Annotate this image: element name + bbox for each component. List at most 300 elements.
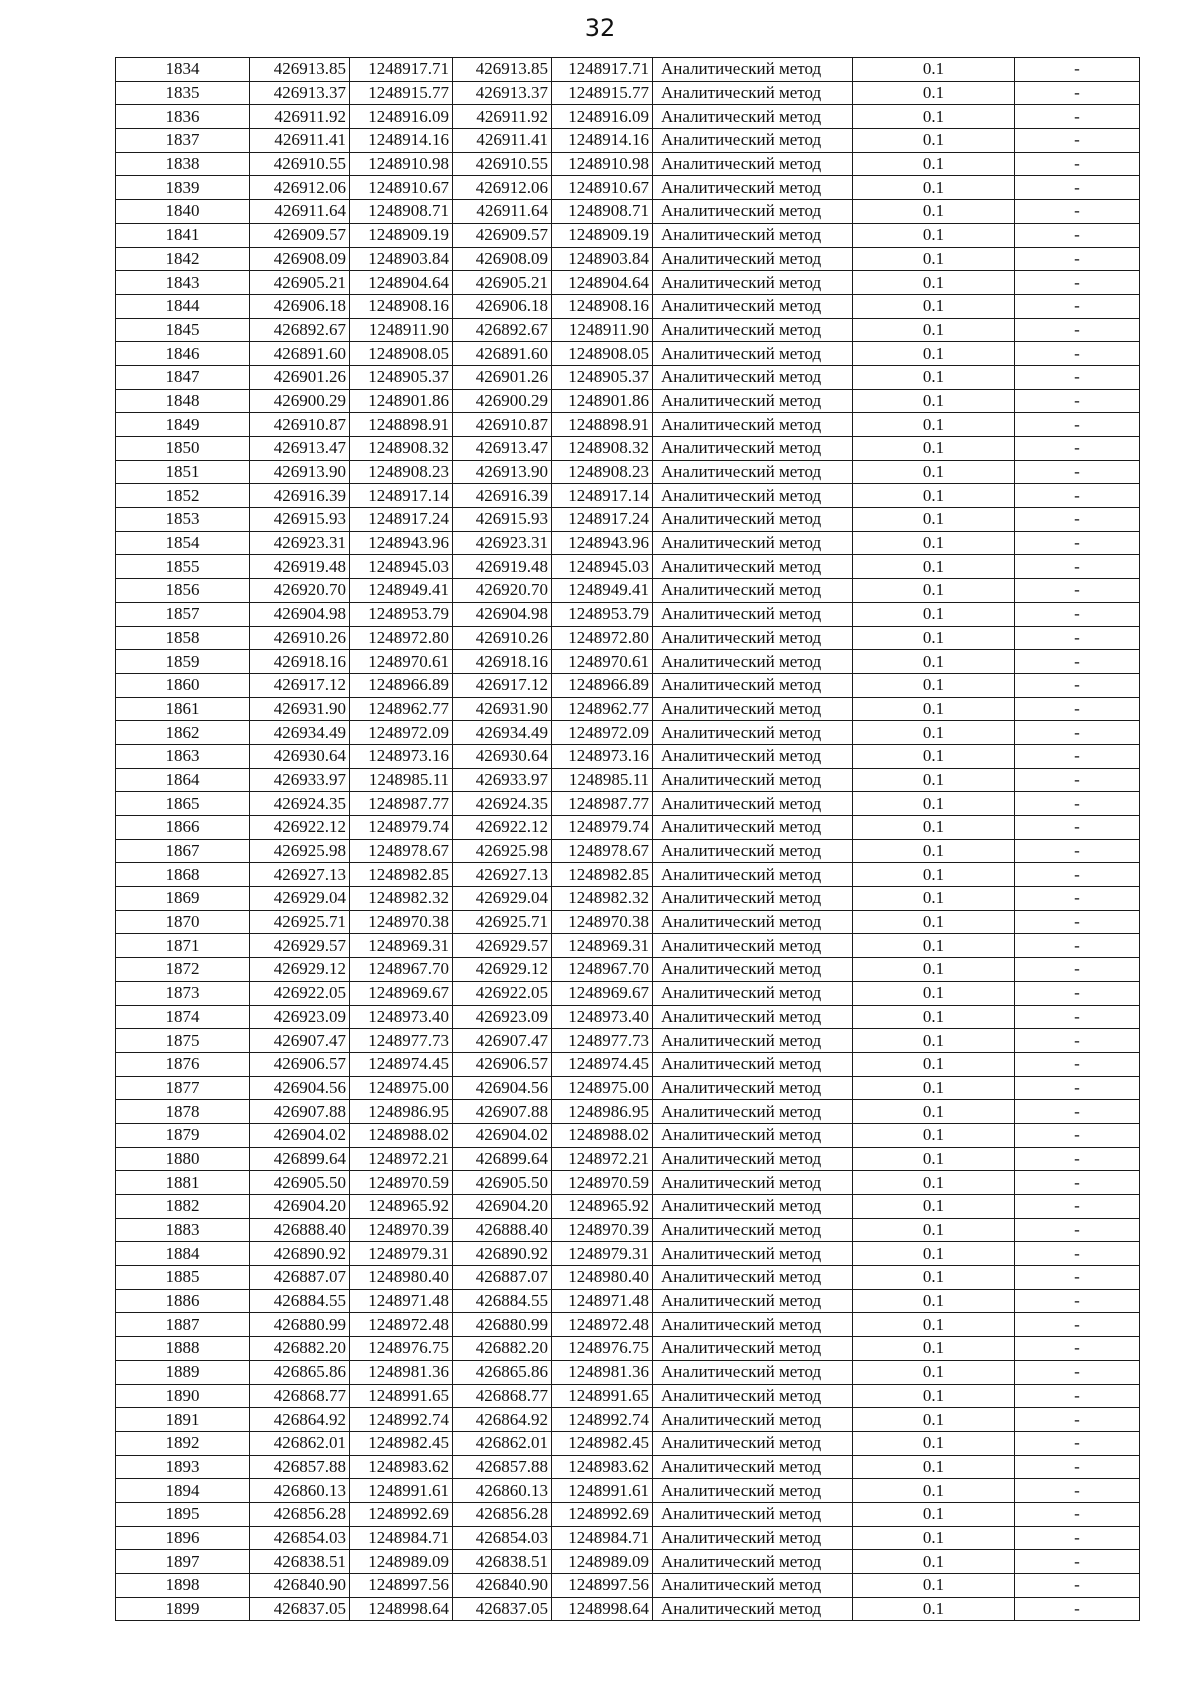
point-number-cell: 1899 xyxy=(116,1597,250,1621)
x-new-cell: 426923.09 xyxy=(453,1005,552,1029)
y-new-cell: 1248970.38 xyxy=(552,910,653,934)
point-number-cell: 1857 xyxy=(116,602,250,626)
note-cell: - xyxy=(1015,1195,1140,1219)
note-cell: - xyxy=(1015,200,1140,224)
method-cell: Аналитический метод xyxy=(653,437,853,461)
table-row xyxy=(116,1029,1140,1053)
note-cell: - xyxy=(1015,958,1140,982)
y-new-cell: 1248910.67 xyxy=(552,176,653,200)
y-new-cell: 1248970.59 xyxy=(552,1171,653,1195)
table-row xyxy=(116,1574,1140,1598)
note-cell: - xyxy=(1015,247,1140,271)
method-cell: Аналитический метод xyxy=(653,1455,853,1479)
note-cell: - xyxy=(1015,58,1140,82)
method-cell: Аналитический метод xyxy=(653,484,853,508)
table-row xyxy=(116,887,1140,911)
point-number-cell: 1849 xyxy=(116,413,250,437)
accuracy-cell: 0.1 xyxy=(853,1195,1015,1219)
y-old-cell: 1248910.98 xyxy=(350,152,453,176)
method-cell: Аналитический метод xyxy=(653,744,853,768)
note-cell: - xyxy=(1015,1479,1140,1503)
x-old-cell: 426917.12 xyxy=(250,673,350,697)
table-row xyxy=(116,1195,1140,1219)
table-row xyxy=(116,1479,1140,1503)
method-cell: Аналитический метод xyxy=(653,129,853,153)
y-old-cell: 1248949.41 xyxy=(350,579,453,603)
note-cell: - xyxy=(1015,531,1140,555)
point-number-cell: 1867 xyxy=(116,839,250,863)
method-cell: Аналитический метод xyxy=(653,1100,853,1124)
x-old-cell: 426905.21 xyxy=(250,271,350,295)
note-cell: - xyxy=(1015,555,1140,579)
x-new-cell: 426906.18 xyxy=(453,294,552,318)
note-cell: - xyxy=(1015,768,1140,792)
note-cell: - xyxy=(1015,1550,1140,1574)
accuracy-cell: 0.1 xyxy=(853,508,1015,532)
x-new-cell: 426908.09 xyxy=(453,247,552,271)
accuracy-cell: 0.1 xyxy=(853,887,1015,911)
point-number-cell: 1844 xyxy=(116,294,250,318)
y-new-cell: 1248953.79 xyxy=(552,602,653,626)
y-new-cell: 1248986.95 xyxy=(552,1100,653,1124)
x-old-cell: 426910.87 xyxy=(250,413,350,437)
note-cell: - xyxy=(1015,1005,1140,1029)
point-number-cell: 1872 xyxy=(116,958,250,982)
table-row xyxy=(116,721,1140,745)
x-old-cell: 426911.92 xyxy=(250,105,350,129)
y-new-cell: 1248898.91 xyxy=(552,413,653,437)
y-old-cell: 1248943.96 xyxy=(350,531,453,555)
y-new-cell: 1248989.09 xyxy=(552,1550,653,1574)
accuracy-cell: 0.1 xyxy=(853,81,1015,105)
method-cell: Аналитический метод xyxy=(653,555,853,579)
accuracy-cell: 0.1 xyxy=(853,294,1015,318)
table-row xyxy=(116,1242,1140,1266)
note-cell: - xyxy=(1015,1502,1140,1526)
x-new-cell: 426890.92 xyxy=(453,1242,552,1266)
table-row xyxy=(116,579,1140,603)
point-number-cell: 1868 xyxy=(116,863,250,887)
y-new-cell: 1248985.11 xyxy=(552,768,653,792)
y-old-cell: 1248970.61 xyxy=(350,650,453,674)
table-row xyxy=(116,816,1140,840)
note-cell: - xyxy=(1015,129,1140,153)
table-row xyxy=(116,223,1140,247)
x-new-cell: 426909.57 xyxy=(453,223,552,247)
note-cell: - xyxy=(1015,650,1140,674)
y-new-cell: 1248976.75 xyxy=(552,1337,653,1361)
note-cell: - xyxy=(1015,1218,1140,1242)
table-row xyxy=(116,1360,1140,1384)
note-cell: - xyxy=(1015,1147,1140,1171)
y-new-cell: 1248972.48 xyxy=(552,1313,653,1337)
point-number-cell: 1839 xyxy=(116,176,250,200)
note-cell: - xyxy=(1015,910,1140,934)
note-cell: - xyxy=(1015,673,1140,697)
y-new-cell: 1248945.03 xyxy=(552,555,653,579)
method-cell: Аналитический метод xyxy=(653,768,853,792)
point-number-cell: 1875 xyxy=(116,1029,250,1053)
point-number-cell: 1869 xyxy=(116,887,250,911)
table-row xyxy=(116,934,1140,958)
x-old-cell: 426918.16 xyxy=(250,650,350,674)
method-cell: Аналитический метод xyxy=(653,389,853,413)
note-cell: - xyxy=(1015,1029,1140,1053)
accuracy-cell: 0.1 xyxy=(853,863,1015,887)
point-number-cell: 1862 xyxy=(116,721,250,745)
point-number-cell: 1836 xyxy=(116,105,250,129)
accuracy-cell: 0.1 xyxy=(853,1100,1015,1124)
x-new-cell: 426840.90 xyxy=(453,1574,552,1598)
accuracy-cell: 0.1 xyxy=(853,389,1015,413)
x-old-cell: 426913.90 xyxy=(250,460,350,484)
table-row xyxy=(116,508,1140,532)
x-old-cell: 426919.48 xyxy=(250,555,350,579)
x-new-cell: 426904.98 xyxy=(453,602,552,626)
point-number-cell: 1856 xyxy=(116,579,250,603)
x-old-cell: 426884.55 xyxy=(250,1289,350,1313)
accuracy-cell: 0.1 xyxy=(853,981,1015,1005)
x-old-cell: 426923.31 xyxy=(250,531,350,555)
method-cell: Аналитический метод xyxy=(653,1313,853,1337)
note-cell: - xyxy=(1015,839,1140,863)
x-new-cell: 426838.51 xyxy=(453,1550,552,1574)
table-row xyxy=(116,176,1140,200)
accuracy-cell: 0.1 xyxy=(853,1550,1015,1574)
note-cell: - xyxy=(1015,887,1140,911)
x-old-cell: 426908.09 xyxy=(250,247,350,271)
y-new-cell: 1248974.45 xyxy=(552,1052,653,1076)
accuracy-cell: 0.1 xyxy=(853,531,1015,555)
x-old-cell: 426920.70 xyxy=(250,579,350,603)
x-new-cell: 426880.99 xyxy=(453,1313,552,1337)
x-old-cell: 426892.67 xyxy=(250,318,350,342)
accuracy-cell: 0.1 xyxy=(853,839,1015,863)
y-old-cell: 1248991.65 xyxy=(350,1384,453,1408)
accuracy-cell: 0.1 xyxy=(853,413,1015,437)
x-new-cell: 426904.20 xyxy=(453,1195,552,1219)
accuracy-cell: 0.1 xyxy=(853,792,1015,816)
x-old-cell: 426899.64 xyxy=(250,1147,350,1171)
point-number-cell: 1889 xyxy=(116,1360,250,1384)
y-new-cell: 1248908.71 xyxy=(552,200,653,224)
y-new-cell: 1248917.71 xyxy=(552,58,653,82)
x-new-cell: 426927.13 xyxy=(453,863,552,887)
x-old-cell: 426913.85 xyxy=(250,58,350,82)
note-cell: - xyxy=(1015,484,1140,508)
y-old-cell: 1248991.61 xyxy=(350,1479,453,1503)
accuracy-cell: 0.1 xyxy=(853,1597,1015,1621)
note-cell: - xyxy=(1015,1100,1140,1124)
table-row xyxy=(116,460,1140,484)
point-number-cell: 1896 xyxy=(116,1526,250,1550)
method-cell: Аналитический метод xyxy=(653,318,853,342)
x-old-cell: 426910.26 xyxy=(250,626,350,650)
point-number-cell: 1861 xyxy=(116,697,250,721)
method-cell: Аналитический метод xyxy=(653,602,853,626)
method-cell: Аналитический метод xyxy=(653,105,853,129)
y-old-cell: 1248908.71 xyxy=(350,200,453,224)
x-old-cell: 426901.26 xyxy=(250,365,350,389)
y-new-cell: 1248915.77 xyxy=(552,81,653,105)
y-old-cell: 1248973.16 xyxy=(350,744,453,768)
x-new-cell: 426865.86 xyxy=(453,1360,552,1384)
note-cell: - xyxy=(1015,981,1140,1005)
point-number-cell: 1878 xyxy=(116,1100,250,1124)
accuracy-cell: 0.1 xyxy=(853,934,1015,958)
note-cell: - xyxy=(1015,318,1140,342)
x-old-cell: 426905.50 xyxy=(250,1171,350,1195)
table-row xyxy=(116,1123,1140,1147)
note-cell: - xyxy=(1015,294,1140,318)
method-cell: Аналитический метод xyxy=(653,247,853,271)
accuracy-cell: 0.1 xyxy=(853,910,1015,934)
table-row xyxy=(116,1502,1140,1526)
note-cell: - xyxy=(1015,223,1140,247)
table-row xyxy=(116,650,1140,674)
method-cell: Аналитический метод xyxy=(653,365,853,389)
y-old-cell: 1248998.64 xyxy=(350,1597,453,1621)
point-number-cell: 1885 xyxy=(116,1266,250,1290)
x-new-cell: 426920.70 xyxy=(453,579,552,603)
table-row xyxy=(116,1005,1140,1029)
y-new-cell: 1248972.80 xyxy=(552,626,653,650)
x-old-cell: 426907.47 xyxy=(250,1029,350,1053)
y-new-cell: 1248969.67 xyxy=(552,981,653,1005)
y-new-cell: 1248908.32 xyxy=(552,437,653,461)
x-old-cell: 426900.29 xyxy=(250,389,350,413)
x-old-cell: 426840.90 xyxy=(250,1574,350,1598)
x-old-cell: 426880.99 xyxy=(250,1313,350,1337)
point-number-cell: 1847 xyxy=(116,365,250,389)
x-new-cell: 426912.06 xyxy=(453,176,552,200)
y-old-cell: 1248909.19 xyxy=(350,223,453,247)
accuracy-cell: 0.1 xyxy=(853,744,1015,768)
note-cell: - xyxy=(1015,1574,1140,1598)
accuracy-cell: 0.1 xyxy=(853,200,1015,224)
table-row xyxy=(116,1289,1140,1313)
y-old-cell: 1248905.37 xyxy=(350,365,453,389)
x-new-cell: 426911.64 xyxy=(453,200,552,224)
table-row xyxy=(116,105,1140,129)
y-old-cell: 1248989.09 xyxy=(350,1550,453,1574)
x-new-cell: 426854.03 xyxy=(453,1526,552,1550)
x-new-cell: 426931.90 xyxy=(453,697,552,721)
table-row xyxy=(116,839,1140,863)
point-number-cell: 1891 xyxy=(116,1408,250,1432)
x-new-cell: 426860.13 xyxy=(453,1479,552,1503)
x-new-cell: 426900.29 xyxy=(453,389,552,413)
x-old-cell: 426911.64 xyxy=(250,200,350,224)
method-cell: Аналитический метод xyxy=(653,1360,853,1384)
note-cell: - xyxy=(1015,1076,1140,1100)
y-new-cell: 1248910.98 xyxy=(552,152,653,176)
x-old-cell: 426913.47 xyxy=(250,437,350,461)
method-cell: Аналитический метод xyxy=(653,1052,853,1076)
y-new-cell: 1248982.32 xyxy=(552,887,653,911)
table-row xyxy=(116,1550,1140,1574)
x-old-cell: 426904.02 xyxy=(250,1123,350,1147)
accuracy-cell: 0.1 xyxy=(853,1455,1015,1479)
point-number-cell: 1858 xyxy=(116,626,250,650)
table-row xyxy=(116,1526,1140,1550)
y-old-cell: 1248972.80 xyxy=(350,626,453,650)
accuracy-cell: 0.1 xyxy=(853,1171,1015,1195)
x-new-cell: 426906.57 xyxy=(453,1052,552,1076)
method-cell: Аналитический метод xyxy=(653,1574,853,1598)
y-old-cell: 1248972.21 xyxy=(350,1147,453,1171)
method-cell: Аналитический метод xyxy=(653,1384,853,1408)
method-cell: Аналитический метод xyxy=(653,981,853,1005)
note-cell: - xyxy=(1015,365,1140,389)
note-cell: - xyxy=(1015,1313,1140,1337)
y-old-cell: 1248981.36 xyxy=(350,1360,453,1384)
y-new-cell: 1248916.09 xyxy=(552,105,653,129)
y-old-cell: 1248904.64 xyxy=(350,271,453,295)
x-old-cell: 426923.09 xyxy=(250,1005,350,1029)
y-old-cell: 1248915.77 xyxy=(350,81,453,105)
accuracy-cell: 0.1 xyxy=(853,1360,1015,1384)
note-cell: - xyxy=(1015,721,1140,745)
table-row xyxy=(116,247,1140,271)
x-new-cell: 426892.67 xyxy=(453,318,552,342)
point-number-cell: 1866 xyxy=(116,816,250,840)
x-new-cell: 426887.07 xyxy=(453,1266,552,1290)
x-new-cell: 426856.28 xyxy=(453,1502,552,1526)
point-number-cell: 1888 xyxy=(116,1337,250,1361)
point-number-cell: 1842 xyxy=(116,247,250,271)
y-new-cell: 1248966.89 xyxy=(552,673,653,697)
table-row xyxy=(116,1076,1140,1100)
y-new-cell: 1248901.86 xyxy=(552,389,653,413)
y-old-cell: 1248908.32 xyxy=(350,437,453,461)
x-new-cell: 426923.31 xyxy=(453,531,552,555)
y-new-cell: 1248998.64 xyxy=(552,1597,653,1621)
x-old-cell: 426860.13 xyxy=(250,1479,350,1503)
x-old-cell: 426933.97 xyxy=(250,768,350,792)
y-new-cell: 1248973.40 xyxy=(552,1005,653,1029)
accuracy-cell: 0.1 xyxy=(853,1147,1015,1171)
y-old-cell: 1248901.86 xyxy=(350,389,453,413)
x-old-cell: 426925.98 xyxy=(250,839,350,863)
method-cell: Аналитический метод xyxy=(653,342,853,366)
point-number-cell: 1843 xyxy=(116,271,250,295)
point-number-cell: 1860 xyxy=(116,673,250,697)
y-new-cell: 1248969.31 xyxy=(552,934,653,958)
note-cell: - xyxy=(1015,579,1140,603)
point-number-cell: 1863 xyxy=(116,744,250,768)
accuracy-cell: 0.1 xyxy=(853,1479,1015,1503)
table-row xyxy=(116,1171,1140,1195)
table-row xyxy=(116,389,1140,413)
x-old-cell: 426906.18 xyxy=(250,294,350,318)
x-new-cell: 426907.47 xyxy=(453,1029,552,1053)
y-new-cell: 1248904.64 xyxy=(552,271,653,295)
point-number-cell: 1873 xyxy=(116,981,250,1005)
table-row xyxy=(116,531,1140,555)
accuracy-cell: 0.1 xyxy=(853,650,1015,674)
y-old-cell: 1248987.77 xyxy=(350,792,453,816)
point-number-cell: 1879 xyxy=(116,1123,250,1147)
table-row xyxy=(116,294,1140,318)
x-new-cell: 426899.64 xyxy=(453,1147,552,1171)
x-old-cell: 426856.28 xyxy=(250,1502,350,1526)
y-new-cell: 1248903.84 xyxy=(552,247,653,271)
y-old-cell: 1248969.31 xyxy=(350,934,453,958)
method-cell: Аналитический метод xyxy=(653,863,853,887)
point-number-cell: 1881 xyxy=(116,1171,250,1195)
coordinates-table xyxy=(115,57,1140,1621)
method-cell: Аналитический метод xyxy=(653,294,853,318)
y-new-cell: 1248991.65 xyxy=(552,1384,653,1408)
method-cell: Аналитический метод xyxy=(653,1171,853,1195)
point-number-cell: 1835 xyxy=(116,81,250,105)
y-new-cell: 1248972.21 xyxy=(552,1147,653,1171)
table-row xyxy=(116,271,1140,295)
method-cell: Аналитический метод xyxy=(653,271,853,295)
y-old-cell: 1248982.32 xyxy=(350,887,453,911)
table-row xyxy=(116,626,1140,650)
note-cell: - xyxy=(1015,1337,1140,1361)
y-old-cell: 1248982.45 xyxy=(350,1431,453,1455)
x-old-cell: 426931.90 xyxy=(250,697,350,721)
table-row xyxy=(116,1408,1140,1432)
table-row xyxy=(116,365,1140,389)
method-cell: Аналитический метод xyxy=(653,58,853,82)
method-cell: Аналитический метод xyxy=(653,176,853,200)
x-new-cell: 426933.97 xyxy=(453,768,552,792)
accuracy-cell: 0.1 xyxy=(853,1431,1015,1455)
y-old-cell: 1248982.85 xyxy=(350,863,453,887)
accuracy-cell: 0.1 xyxy=(853,152,1015,176)
y-new-cell: 1248992.69 xyxy=(552,1502,653,1526)
y-old-cell: 1248967.70 xyxy=(350,958,453,982)
y-new-cell: 1248981.36 xyxy=(552,1360,653,1384)
y-new-cell: 1248908.16 xyxy=(552,294,653,318)
x-new-cell: 426905.21 xyxy=(453,271,552,295)
method-cell: Аналитический метод xyxy=(653,531,853,555)
accuracy-cell: 0.1 xyxy=(853,1076,1015,1100)
accuracy-cell: 0.1 xyxy=(853,460,1015,484)
note-cell: - xyxy=(1015,1289,1140,1313)
note-cell: - xyxy=(1015,792,1140,816)
x-old-cell: 426882.20 xyxy=(250,1337,350,1361)
x-new-cell: 426925.98 xyxy=(453,839,552,863)
accuracy-cell: 0.1 xyxy=(853,342,1015,366)
point-number-cell: 1893 xyxy=(116,1455,250,1479)
x-new-cell: 426925.71 xyxy=(453,910,552,934)
x-new-cell: 426915.93 xyxy=(453,508,552,532)
y-old-cell: 1248914.16 xyxy=(350,129,453,153)
accuracy-cell: 0.1 xyxy=(853,1384,1015,1408)
accuracy-cell: 0.1 xyxy=(853,437,1015,461)
y-old-cell: 1248945.03 xyxy=(350,555,453,579)
table-row xyxy=(116,129,1140,153)
y-old-cell: 1248985.11 xyxy=(350,768,453,792)
y-new-cell: 1248905.37 xyxy=(552,365,653,389)
note-cell: - xyxy=(1015,1597,1140,1621)
x-old-cell: 426929.04 xyxy=(250,887,350,911)
point-number-cell: 1876 xyxy=(116,1052,250,1076)
accuracy-cell: 0.1 xyxy=(853,1242,1015,1266)
note-cell: - xyxy=(1015,413,1140,437)
accuracy-cell: 0.1 xyxy=(853,1029,1015,1053)
method-cell: Аналитический метод xyxy=(653,81,853,105)
x-old-cell: 426854.03 xyxy=(250,1526,350,1550)
accuracy-cell: 0.1 xyxy=(853,555,1015,579)
point-number-cell: 1886 xyxy=(116,1289,250,1313)
x-old-cell: 426906.57 xyxy=(250,1052,350,1076)
